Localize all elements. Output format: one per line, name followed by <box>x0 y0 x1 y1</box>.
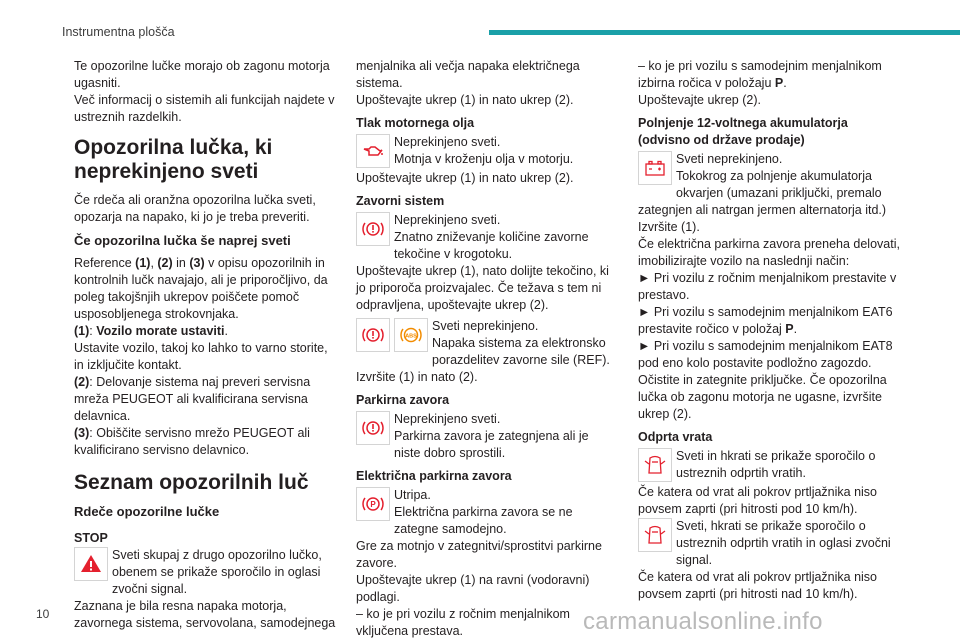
parking-brake-icon <box>356 411 390 445</box>
intro-1: Te opozorilne lučke morajo ob zagonu motorja ugasniti. Več informacij o sistemih ali funkcijah najdete v ustreznih razdelkih. <box>74 59 335 124</box>
column-2 <box>356 58 618 640</box>
oil-can-icon <box>356 134 390 168</box>
step-3: (3): Obiščite servisno mrežo PEUGEOT ali kvalificirano servisno delavnico. <box>74 426 310 457</box>
battery-icon <box>638 151 672 185</box>
abs-icon <box>394 318 428 352</box>
oil-title: Tlak motornega olja <box>356 116 475 130</box>
door-p2: Če katera od vrat ali pokrov prtljažnika niso povsem zaprti (pri hitrosti nad 10 km/h). <box>638 570 878 601</box>
battery-bullet-2: ► Pri vozilu s samodejnim menjalnikom EAT6 prestavite ročico v položaj P. <box>638 305 893 336</box>
oil-action: Upoštevajte ukrep (1) in nato ukrep (2). <box>356 171 574 185</box>
auto-gear-text: – ko je pri vozilu s samodejnim menjalnikom izbirna ročica v položaju P. <box>638 59 882 90</box>
door-entry-2: Sveti, hkrati se prikaže sporočilo o ustreznih odprtih vratih in oglasi zvočni signal. <box>638 518 900 569</box>
svg-text:P: P <box>370 500 376 509</box>
svg-text:ABS: ABS <box>405 333 417 340</box>
epark-entry: P Utripa. Električna parkirna zavora se ne zategne samodejno. <box>356 487 618 538</box>
parking-brake-icon <box>356 487 390 521</box>
running-header: Instrumentna plošča <box>62 25 175 39</box>
epark-p4: – ko je pri vozilu z ročnim menjalnikom vključena prestava. <box>356 607 570 638</box>
header-accent-bar <box>489 30 960 35</box>
oil-entry: Neprekinjeno sveti. Motnja v kroženju olja v motorju. <box>356 134 618 170</box>
brake-action: Upoštevajte ukrep (1), nato dolijte tekočino, ki jo priporoča proizvajalec. Če težava s tem ni odpravljena, upoštevajte ukrep (2). <box>356 264 609 312</box>
door-p1: Če katera od vrat ali pokrov prtljažnika niso povsem zaprti (pri hitrosti pod 10 km/h). <box>638 485 878 516</box>
brake-entry: Neprekinjeno sveti. Znatno zniževanje količine zavorne tekočine v krogotoku. <box>356 212 618 263</box>
stop-entry: Sveti skupaj z drugo opozorilno lučko, obenem se prikaže sporočilo in oglasi zvočni signal. <box>74 547 336 598</box>
open-door-icon <box>638 518 672 552</box>
brake-icon <box>356 318 390 352</box>
battery-bullet-3: ► Pri vozilu s samodejnim menjalnikom EAT8 pod eno kolo postavite podložno zagozdo. <box>638 339 893 370</box>
battery-p4: Očistite in zategnite priključke. Če opozorilna lučka ob zagonu motorja ne ugasne, izvršite ukrep (2). <box>638 373 887 421</box>
park-entry: Neprekinjeno sveti. Parkirna zavora je zategnjena ali je niste dobro sprostili. <box>356 411 618 462</box>
column-1 <box>74 58 336 632</box>
door-title: Odprta vrata <box>638 430 713 444</box>
door-entry-1: Sveti in hkrati se prikaže sporočilo o ustreznih odprtih vratih. <box>638 448 900 484</box>
epark-title: Električna parkirna zavora <box>356 469 512 483</box>
epark-p2: Gre za motnjo v zategnitvi/sprostitvi parkirne zavore. <box>356 539 602 570</box>
watermark: carmanualsonline.info <box>583 608 823 635</box>
battery-p2: Izvršite (1). <box>638 220 700 234</box>
page-number: 10 <box>36 607 50 621</box>
brake-icon <box>356 212 390 246</box>
stop-text-2: Zaznana je bila resna napaka motorja, zavornega sistema, servovolana, samodejnega <box>74 599 336 630</box>
heading-warning-list: Seznam opozorilnih luč <box>74 471 309 494</box>
epark-p3: Upoštevajte ukrep (1) na ravni (vodoravni) podlagi. <box>356 573 590 604</box>
open-door-icon <box>638 448 672 482</box>
column-3 <box>638 58 900 603</box>
para-continuous: Če rdeča ali oranžna opozorilna lučka sveti, opozarja na napako, ki jo je treba preveriti. <box>74 193 316 224</box>
para-references: Reference (1), (2) in (3) v opisu opozorilnih in kontrolnih lučk navajajo, ali je priporočljivo, da poleg takojšnjih ukrepov poiščete pomoč usposobljenega strokovnjaka. <box>74 256 328 321</box>
battery-bullet-1: ► Pri vozilu z ročnim menjalnikom prestavite v prestavo. <box>638 271 897 302</box>
battery-p3: Če električna parkirna zavora preneha delovati, imobilizirajte vozilo na naslednji način: <box>638 237 900 268</box>
park-title: Parkirna zavora <box>356 393 450 407</box>
heading-still-lit: Če opozorilna lučka še naprej sveti <box>74 233 291 248</box>
abs-action: Izvršite (1) in nato (2). <box>356 370 478 384</box>
auto-gear-action: Upoštevajte ukrep (2). <box>638 93 761 107</box>
heading-continuous-light: Opozorilna lučka, ki neprekinjeno sveti <box>74 136 273 183</box>
step-1: (1): Vozilo morate ustaviti. Ustavite vozilo, takoj ko lahko to varno storite, in izključite kontakt. <box>74 324 328 372</box>
warning-triangle-icon <box>74 547 108 581</box>
brake-title: Zavorni sistem <box>356 194 445 208</box>
stop-label: STOP <box>74 531 108 545</box>
heading-red-lights: Rdeče opozorilne lučke <box>74 504 220 519</box>
battery-entry: Sveti neprekinjeno. Tokokrog za polnjenje akumulatorja okvarjen (umazani priključki, premalo zategnjen ali natrgan jermen alternatorja itd.) <box>638 152 887 217</box>
step-2: (2): Delovanje sistema naj preveri servisna mreža PEUGEOT ali kvalificirana servisna delavnica. <box>74 375 311 423</box>
stop-continued: menjalnika ali večja napaka električnega sistema. <box>356 59 580 90</box>
stop-action: Upoštevajte ukrep (1) in nato ukrep (2). <box>356 93 574 107</box>
abs-entry: ABS Sveti neprekinjeno. Napaka sistema za elektronsko porazdelitev zavorne sile (REF). <box>356 318 618 369</box>
battery-title: Polnjenje 12-voltnega akumulatorja (odvisno od države prodaje) <box>638 116 848 147</box>
